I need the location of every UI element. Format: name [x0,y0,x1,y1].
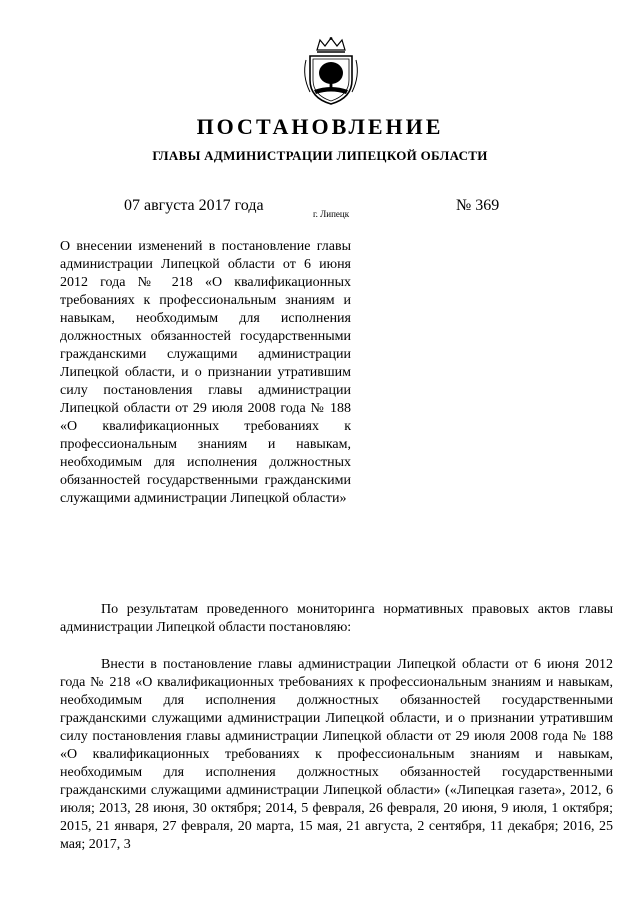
document-city: г. Липецк [313,209,350,219]
document-subtitle: ГЛАВЫ АДМИНИСТРАЦИИ ЛИПЕЦКОЙ ОБЛАСТИ [152,148,488,163]
body-paragraph-2: Внести в постановление главы администрации Липецкой области от 6 июня 2012 года № 218 «О квалификационных требованиях к профессиональным знаниям и навыкам, необходимым для исполнения должностных обязанностей государственными гражданскими служащими администрации Липецкой области, и о признании утратившим силу постановления главы администрации Липецкой области от 29 июля 2008 года № 188 «О квалификационных требованиях к профессиональным знаниям и навыкам, необходимым для исполнения должностных обязанностей государственными гражданскими служащими администрации Липецкой области» («Липецкая газета», 2012, 6 июля; 2013, 28 июня, 30 октября; 2014, 5 февраля, 26 февраля, 20 июня, 9 июля, 1 октября; 2015, 21 января, 27 февраля, 20 марта, 15 мая, 21 августа, 2 сентября, 11 декабря; 2016, 25 мая; 2017, 3 [60,657,613,852]
document-date: 07 августа 2017 года [124,197,264,214]
document-number: № 369 [456,197,500,214]
document-title: ПОСТАНОВЛЕНИЕ [196,114,444,139]
body-paragraph-1: По результатам проведенного мониторинга нормативных правовых актов главы администрации Липецкой области постановляю: [60,602,613,635]
coat-of-arms-icon [300,36,362,106]
document-subject: О внесении изменений в постановление главы администрации Липецкой области от 6 июня 2012 года № 218 «О квалификационных требованиях к профессиональным знаниям и навыкам, необходимым для исполнения должностных обязанностей государственными гражданскими служащими администрации Липецкой области, и о признании утратившим силу постановления главы администрации Липецкой области от 29 июля 2008 года № 188 «О квалификационных требованиях к профессиональным знаниям и навыкам, необходимым для исполнения должностных обязанностей государственными гражданскими служащими администрации Липецкой области» [60,239,351,506]
